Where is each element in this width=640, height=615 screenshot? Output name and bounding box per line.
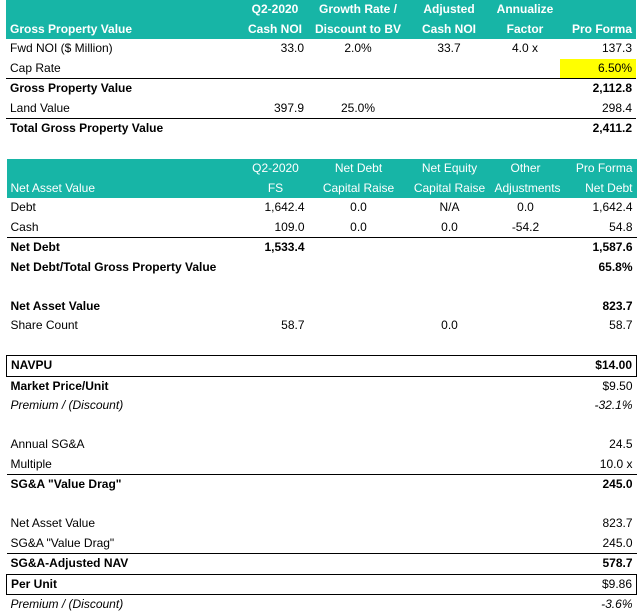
row-label: NAVPU (7, 356, 561, 377)
cell: 10.0 x (561, 455, 637, 475)
header-cell: Discount to BV (308, 20, 408, 40)
cell: $14.00 (561, 356, 637, 377)
cell (309, 316, 409, 336)
cell: 397.9 (242, 99, 308, 119)
cell: 823.7 (602, 516, 633, 530)
per-unit-row (7, 574, 637, 595)
row-label: Net Debt (10, 240, 60, 254)
table-row (7, 376, 637, 396)
header-cell: Net Debt (309, 159, 409, 179)
cell: 0.0 (409, 218, 491, 238)
cell (308, 119, 408, 139)
header-cell: Net Debt (561, 179, 637, 199)
header-cell: Pro Forma (561, 159, 637, 179)
cell: 298.4 (560, 99, 636, 119)
header-cell: Capital Raise (409, 179, 491, 199)
cell: 4.0 x (511, 41, 538, 55)
cell: 109.0 (243, 218, 309, 238)
cell (308, 59, 408, 79)
cell: 0.0 (350, 200, 367, 214)
table-row (7, 514, 637, 534)
table-row (6, 99, 636, 119)
cell (408, 79, 490, 99)
row-label: Per Unit (7, 574, 561, 595)
row-label: Annual SG&A (10, 437, 85, 451)
cell: 0.0 (441, 318, 458, 332)
table-row (7, 297, 637, 317)
header-cell: Other (491, 159, 561, 179)
cell: N/A (439, 200, 460, 214)
table-row (7, 455, 637, 475)
cell (491, 316, 561, 336)
cell: 1,587.6 (592, 240, 633, 254)
row-label: Premium / (Discount) (10, 597, 124, 611)
row-label: Land Value (6, 99, 242, 119)
header-cell (560, 0, 636, 20)
cell (490, 119, 560, 139)
row-label: Total Gross Property Value (10, 121, 164, 135)
row-label: Debt (10, 200, 36, 214)
spacer-cell (7, 336, 637, 356)
header-cell: Q2-2020 (243, 159, 309, 179)
gpv-header-row-top (6, 0, 636, 20)
table-row (7, 316, 637, 336)
cell: $9.50 (602, 378, 633, 393)
spacer-cell (7, 277, 637, 297)
cell (242, 119, 308, 139)
spacer-row (7, 336, 637, 356)
cell (309, 297, 409, 317)
cell (409, 238, 491, 258)
table-row (7, 396, 637, 416)
cell: 0.0 (517, 200, 534, 214)
cell: 1,642.4 (592, 200, 633, 214)
cell: 578.7 (561, 554, 637, 575)
cell: 823.7 (602, 298, 633, 313)
cell: -3.6% (601, 597, 633, 611)
row-label: SG&A-Adjusted NAV (7, 554, 561, 575)
cell (308, 79, 408, 99)
table-row (7, 475, 637, 495)
row-label: Cash (7, 218, 243, 238)
navpu-row (7, 356, 637, 377)
cell (491, 238, 561, 258)
header-cell: Capital Raise (309, 179, 409, 199)
table-row (7, 595, 637, 615)
cell (409, 297, 491, 317)
cell (243, 297, 309, 317)
table-row (7, 218, 637, 238)
cell: 0.0 (309, 218, 409, 238)
cell: 65.8% (598, 259, 633, 274)
gross-property-value-table (6, 0, 636, 139)
cap-rate-highlight-cell: 6.50% (560, 59, 636, 79)
spacer-cell (7, 495, 637, 515)
table-row (6, 59, 636, 79)
cell (242, 59, 308, 79)
cell: 25.0% (308, 99, 408, 119)
table-row (7, 198, 637, 218)
cell (490, 79, 560, 99)
cell: $9.86 (561, 574, 637, 595)
cell (491, 297, 561, 317)
table-row (7, 534, 637, 554)
nav-header-row-top (7, 159, 637, 179)
cell: 1,533.4 (264, 240, 305, 254)
cell (408, 59, 490, 79)
header-cell: Pro Forma (560, 20, 636, 40)
header-cell: Gross Property Value (6, 20, 242, 40)
cell: 24.5 (609, 437, 633, 451)
row-label: Cap Rate (6, 59, 242, 79)
header-cell: Cash NOI (408, 20, 490, 40)
header-cell: Growth Rate / (308, 0, 408, 20)
gpv-header-row-bottom (6, 20, 636, 40)
nav-header-row-bottom (7, 179, 637, 199)
header-cell: Adjusted (408, 0, 490, 20)
row-label: Net Asset Value (10, 516, 95, 530)
cell (490, 59, 560, 79)
spacer-row (7, 495, 637, 515)
row-label: SG&A "Value Drag" (10, 477, 122, 491)
header-cell: Adjustments (491, 179, 561, 199)
header-cell: Annualize (490, 0, 560, 20)
header-cell: Factor (490, 20, 560, 40)
row-label: SG&A "Value Drag" (7, 534, 561, 554)
cell (490, 99, 560, 119)
cell: 58.7 (609, 318, 633, 332)
row-label: Multiple (7, 455, 561, 475)
table-row (6, 119, 636, 139)
cell: 2,112.8 (592, 81, 632, 95)
header-cell (7, 159, 243, 179)
header-cell: FS (243, 179, 309, 199)
header-cell: Q2-2020 (242, 0, 308, 20)
row-label: Gross Property Value (10, 81, 133, 95)
spacer-cell (7, 416, 637, 436)
header-cell: Net Asset Value (7, 179, 243, 199)
spacer-row (7, 416, 637, 436)
header-cell (6, 0, 242, 20)
header-cell: Net Equity (409, 159, 491, 179)
cell (408, 119, 490, 139)
cell: 245.0 (602, 477, 633, 491)
table-row (7, 554, 637, 575)
cell (309, 238, 409, 258)
row-label: Net Asset Value (10, 298, 101, 313)
table-row (6, 39, 636, 59)
cell: 33.7 (437, 41, 461, 55)
cell (408, 99, 490, 119)
header-cell: Cash NOI (242, 20, 308, 40)
spacer-row (7, 277, 637, 297)
cell: 1,642.4 (264, 200, 305, 214)
cell: 58.7 (281, 318, 305, 332)
cell: 245.0 (561, 534, 637, 554)
cell (242, 79, 308, 99)
cell: 2,411.2 (592, 121, 632, 135)
cell: 2.0% (344, 41, 372, 55)
table-row (6, 79, 636, 99)
cell: -54.2 (491, 218, 561, 238)
cell: 33.0 (280, 41, 304, 55)
row-label: Share Count (10, 318, 78, 332)
cell: -32.1% (594, 398, 633, 412)
row-label: Market Price/Unit (10, 378, 109, 393)
table-row (7, 238, 637, 258)
table-row (7, 435, 637, 455)
row-label: Premium / (Discount) (10, 398, 124, 412)
cell: 54.8 (561, 218, 637, 238)
cell: 137.3 (601, 41, 632, 55)
row-label: Fwd NOI ($ Million) (10, 41, 113, 55)
row-label: Net Debt/Total Gross Property Value (10, 259, 217, 274)
net-asset-value-table (6, 159, 637, 615)
table-row (7, 258, 637, 278)
